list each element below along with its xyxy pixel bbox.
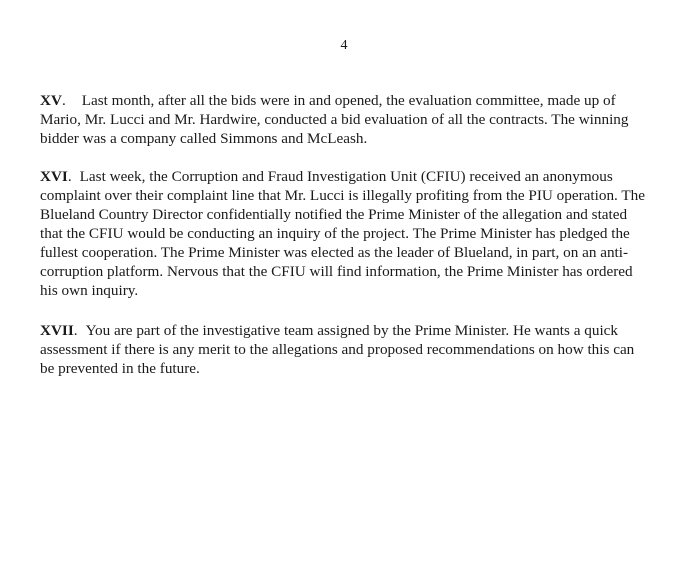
paragraph-numeral-punct: .	[61, 92, 66, 109]
paragraph-numeral-punct: .	[67, 168, 72, 185]
paragraph-xvii	[40, 321, 652, 378]
paragraph-text: Last month, after all the bids were in and opened, the evaluation committee, made up of Mario, Mr. Lucci and Mr. Hardwire, conducted a bid evaluation of all the contracts. The winning bidder was a company called Simmons and McLeash.	[40, 92, 629, 147]
paragraph-numeral-punct: .	[73, 322, 78, 339]
page-number: 4	[340, 38, 348, 53]
paragraph-numeral: XVII	[40, 322, 74, 339]
paragraph-numeral: XVI	[40, 168, 68, 185]
paragraph-xv	[40, 91, 652, 148]
paragraph-xvi	[40, 167, 652, 300]
paragraph-numeral: XV	[40, 92, 62, 109]
paragraph-text: You are part of the investigative team assigned by the Prime Minister. He wants a quick assessment if there is any merit to the allegations and proposed recommendations on how this can be prevented in the future.	[40, 322, 635, 377]
paragraph-text: Last week, the Corruption and Fraud Investigation Unit (CFIU) received an anonymous complaint over their complaint line that Mr. Lucci is illegally profiting from the PIU operation. The Blueland Country Director confidentially notified the Prime Minister of the allegation and stated that the CFIU would be conducting an inquiry of the project. The Prime Minister has pledged the fullest cooperation. The Prime Minister was elected as the leader of Blueland, in part, on an anti-corruption platform. Nervous that the CFIU will find information, the Prime Minister has ordered his own inquiry.	[40, 168, 645, 299]
